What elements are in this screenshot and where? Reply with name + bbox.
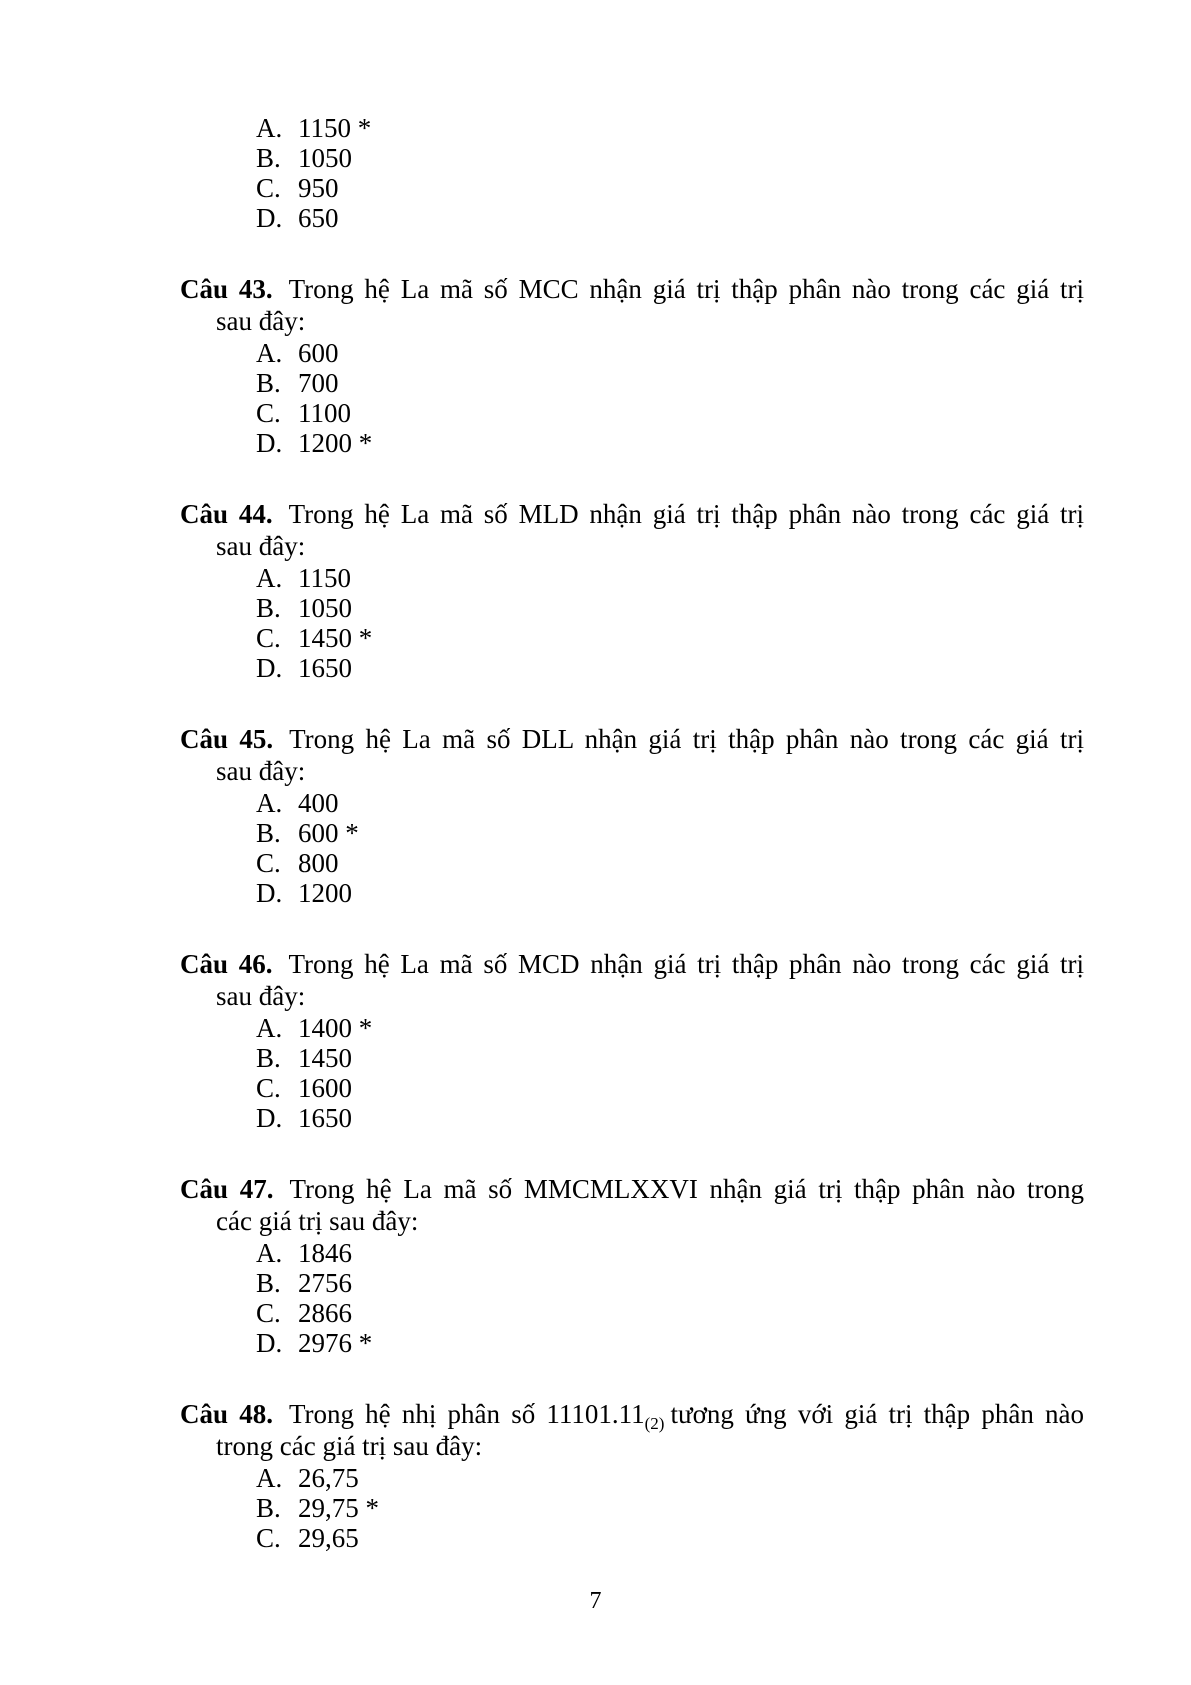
question-45-option-d: D. 1200 [256,878,352,908]
question-48-line2: trong các giá trị sau đây: [216,1431,483,1461]
option-prev-a: A. 1150 * [256,113,372,143]
question-48-option-c: C. 29,65 [256,1523,359,1553]
question-46-line2: sau đây: [216,981,306,1011]
question-47-option-a: A. 1846 [256,1238,352,1268]
question-44-option-d: D. 1650 [256,653,352,683]
question-47-label: Câu 47. [180,1174,274,1204]
question-44-option-c: C. 1450 * [256,623,373,653]
question-43-line1: Câu 43. Trong hệ La mã số MCC nhận giá trị thập phân nào trong các giá trị [180,274,1085,304]
question-47-line1: Câu 47. Trong hệ La mã số MMCMLXXVI nhận giá trị thập phân nào trong [180,1174,1084,1204]
question-46-line1: Câu 46. Trong hệ La mã số MCD nhận giá trị thập phân nào trong các giá trị [180,949,1085,979]
question-47-option-c: C. 2866 [256,1298,352,1328]
question-47-option-d: D. 2976 * [256,1328,373,1358]
question-45-option-c: C. 800 [256,848,339,878]
question-48-option-b: B. 29,75 * [256,1493,379,1523]
question-45-label: Câu 45. [180,724,274,754]
question-43-label: Câu 43. [180,274,273,304]
question-44-line2: sau đây: [216,531,306,561]
question-43-option-a: A. 600 [256,338,339,368]
question-46-option-b: B. 1450 [256,1043,352,1073]
option-prev-d: D. 650 [256,203,339,233]
question-45-option-a: A. 400 [256,788,339,818]
question-45-line1: Câu 45. Trong hệ La mã số DLL nhận giá trị thập phân nào trong các giá trị [180,724,1085,754]
option-prev-b: B. 1050 [256,143,352,173]
question-46-option-c: C. 1600 [256,1073,352,1103]
base-subscript: (2) [644,1414,665,1433]
question-48-label: Câu 48. [180,1399,273,1429]
question-43-line2: sau đây: [216,306,306,336]
question-44-line1: Câu 44. Trong hệ La mã số MLD nhận giá trị thập phân nào trong các giá trị [180,499,1085,529]
question-44-option-b: B. 1050 [256,593,352,623]
question-45-option-b: B. 600 * [256,818,359,848]
question-43-option-c: C. 1100 [256,398,351,428]
option-prev-c: C. 950 [256,173,339,203]
question-46-option-a: A. 1400 * [256,1013,373,1043]
question-47-option-b: B. 2756 [256,1268,352,1298]
question-43-option-d: D. 1200 * [256,428,373,458]
question-45-line2: sau đây: [216,756,306,786]
question-47-line2: các giá trị sau đây: [216,1206,419,1236]
question-43-option-b: B. 700 [256,368,339,398]
question-44-label: Câu 44. [180,499,273,529]
question-44-option-a: A. 1150 [256,563,351,593]
question-48-option-a: A. 26,75 [256,1463,359,1493]
question-48-line1: Câu 48. Trong hệ nhị phân số $11101.11_{(2)}$ tương ứng với giá trị thập phân nào [180,1399,1084,1433]
question-46-label: Câu 46. [180,949,273,979]
question-46-option-d: D. 1650 [256,1103,352,1133]
page-number: 7 [589,1588,602,1614]
